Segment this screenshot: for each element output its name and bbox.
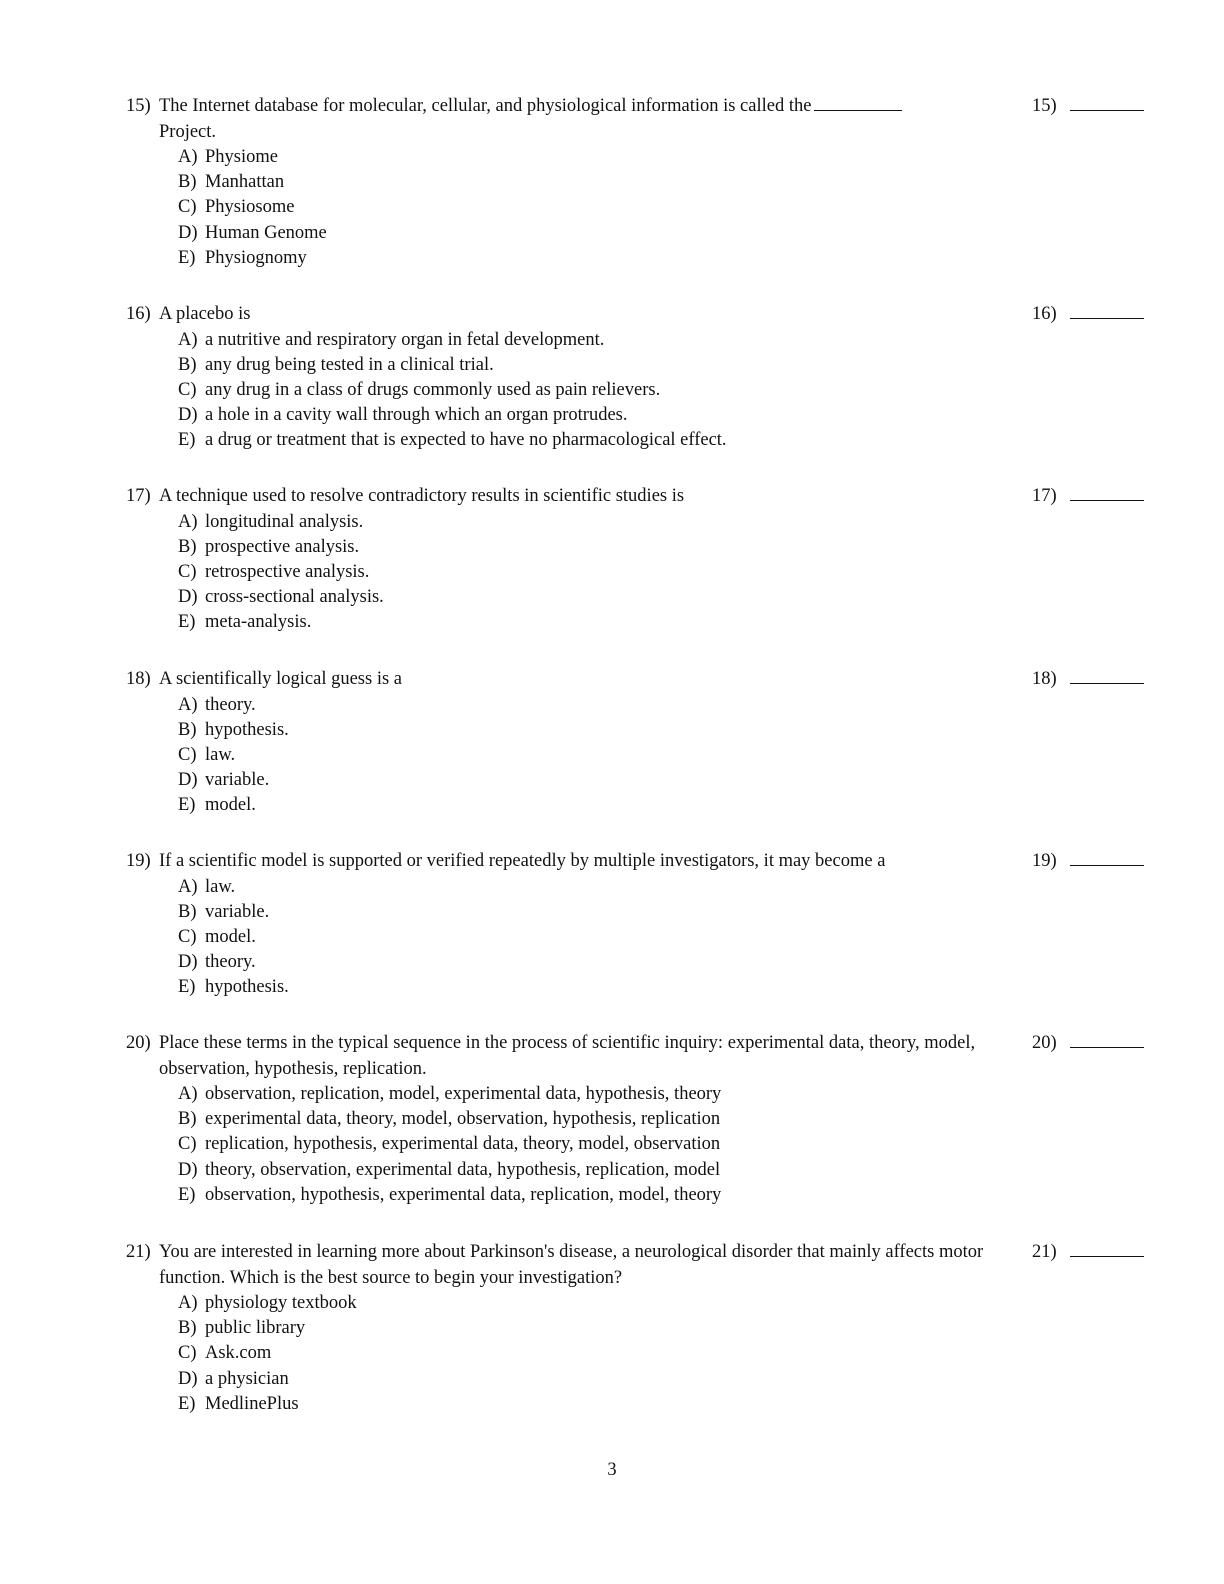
option-letter: A) — [178, 1293, 198, 1313]
question-stem — [126, 667, 1029, 693]
option-text: MedlinePlus — [205, 1393, 299, 1414]
option-letter: C) — [178, 197, 197, 218]
option-a — [178, 875, 1156, 900]
fill-in-blank[interactable] — [814, 96, 902, 111]
option-letter: B) — [178, 172, 197, 193]
option-text: Manhattan — [205, 172, 285, 193]
option-a — [178, 693, 1156, 718]
option-letter: C) — [178, 379, 197, 400]
option-text: meta-analysis. — [205, 612, 312, 633]
option-text: hypothesis. — [205, 977, 289, 998]
option-text: theory. — [205, 952, 256, 973]
option-b — [178, 353, 1156, 378]
option-letter: D) — [178, 222, 198, 243]
question-text: Place these terms in the typical sequence in the process of scientific inquiry: experimental data, theory, model, observation, hypothesis, replication. — [159, 1033, 976, 1079]
option-letter: A) — [178, 694, 198, 715]
option-letter: D) — [178, 770, 198, 791]
answer-line[interactable] — [1070, 851, 1144, 866]
question-text: A placebo is — [159, 304, 251, 324]
option-text: Ask.com — [205, 1343, 272, 1364]
option-text: Physiome — [205, 147, 278, 167]
question-text: You are interested in learning more about Parkinson's disease, a neurological disorder that mainly affects motor function. Which is the best source to begin your investigation? — [159, 1242, 984, 1288]
question-21 — [126, 1240, 1156, 1417]
question-stem — [126, 94, 1029, 145]
option-e — [178, 610, 1156, 635]
option-c — [178, 1341, 1156, 1366]
option-text: longitudinal analysis. — [205, 511, 364, 532]
option-b — [178, 170, 1156, 195]
answer-line[interactable] — [1070, 486, 1144, 501]
answer-options — [126, 1082, 1156, 1208]
question-text: The Internet database for molecular, cellular, and physiological information is called the — [159, 96, 812, 116]
question-text: A scientifically logical guess is a — [159, 669, 403, 689]
option-e — [178, 793, 1156, 818]
option-letter: A) — [178, 329, 198, 350]
option-text: a nutritive and respiratory organ in fetal development. — [205, 329, 605, 350]
option-text: law. — [205, 744, 236, 765]
option-text: prospective analysis. — [205, 536, 360, 557]
option-e — [178, 1183, 1156, 1208]
question-20 — [126, 1031, 1156, 1208]
answer-line[interactable] — [1070, 96, 1144, 111]
option-a — [178, 328, 1156, 353]
option-letter: A) — [178, 876, 198, 897]
option-d — [178, 950, 1156, 975]
option-letter: D) — [178, 587, 198, 608]
option-d — [178, 585, 1156, 610]
question-text: A technique used to resolve contradictory results in scientific studies is — [159, 486, 685, 506]
option-letter: E) — [178, 430, 196, 451]
option-c — [178, 560, 1156, 585]
question-number: 20) — [126, 1033, 151, 1053]
option-letter: C) — [178, 926, 197, 947]
option-letter: C) — [178, 744, 197, 765]
option-e — [178, 428, 1156, 453]
option-a — [178, 1291, 1156, 1316]
option-letter: A) — [178, 511, 198, 532]
option-text: variable. — [205, 901, 270, 922]
option-letter: B) — [178, 354, 197, 375]
option-letter: D) — [178, 952, 198, 973]
option-b — [178, 1316, 1156, 1341]
option-d — [178, 1158, 1156, 1183]
option-letter: E) — [178, 1184, 196, 1205]
option-text: Human Genome — [205, 222, 327, 243]
option-text: law. — [205, 876, 236, 897]
answer-label: 21) — [1032, 1242, 1057, 1262]
answer-label: 16) — [1032, 304, 1057, 324]
option-b — [178, 535, 1156, 560]
option-d — [178, 768, 1156, 793]
question-number: 15) — [126, 96, 151, 116]
option-letter: A) — [178, 147, 198, 167]
option-letter: E) — [178, 612, 196, 633]
option-letter: D) — [178, 1159, 198, 1180]
answer-options — [126, 145, 1156, 271]
question-16 — [126, 302, 1156, 454]
option-letter: D) — [178, 1368, 198, 1389]
option-c — [178, 743, 1156, 768]
answer-line[interactable] — [1070, 1242, 1144, 1257]
answer-blank[interactable] — [1032, 1240, 1152, 1266]
option-text: experimental data, theory, model, observation, hypothesis, replication — [205, 1109, 721, 1130]
option-b — [178, 900, 1156, 925]
option-b — [178, 1107, 1156, 1132]
option-e — [178, 1392, 1156, 1417]
option-text: Physiognomy — [205, 247, 307, 268]
question-17 — [126, 484, 1156, 636]
option-text: variable. — [205, 770, 270, 791]
option-d — [178, 221, 1156, 246]
option-c — [178, 1132, 1156, 1157]
answer-blank[interactable] — [1032, 484, 1152, 510]
option-b — [178, 718, 1156, 743]
option-letter: B) — [178, 1318, 197, 1339]
option-text: any drug being tested in a clinical trial. — [205, 354, 494, 375]
question-number: 18) — [126, 669, 151, 689]
option-text: any drug in a class of drugs commonly used as pain relievers. — [205, 379, 661, 400]
option-a — [178, 1082, 1156, 1107]
question-stem — [126, 849, 1029, 875]
option-text: a physician — [205, 1368, 289, 1389]
option-text: model. — [205, 926, 256, 947]
answer-label: 19) — [1032, 851, 1057, 871]
option-d — [178, 1367, 1156, 1392]
option-letter: B) — [178, 536, 197, 557]
question-number: 21) — [126, 1242, 151, 1262]
answer-label: 15) — [1032, 96, 1057, 116]
question-15 — [126, 94, 1156, 271]
option-letter: A) — [178, 1084, 198, 1104]
answer-blank[interactable] — [1032, 94, 1152, 120]
option-letter: E) — [178, 795, 196, 816]
option-text: hypothesis. — [205, 719, 289, 740]
option-letter: C) — [178, 1343, 197, 1364]
option-letter: B) — [178, 1109, 197, 1130]
option-text: model. — [205, 795, 256, 816]
option-text: a drug or treatment that is expected to have no pharmacological effect. — [205, 430, 727, 451]
option-text: retrospective analysis. — [205, 561, 370, 582]
answer-line[interactable] — [1070, 669, 1144, 684]
question-19 — [126, 849, 1156, 1001]
question-stem — [126, 484, 1029, 510]
answer-options — [126, 1291, 1156, 1417]
option-letter: D) — [178, 405, 198, 426]
answer-blank[interactable] — [1032, 849, 1152, 875]
answer-line[interactable] — [1070, 1033, 1144, 1048]
option-letter: E) — [178, 247, 196, 268]
question-text: If a scientific model is supported or verified repeatedly by multiple investigators, it may become a — [159, 851, 886, 871]
option-letter: B) — [178, 719, 197, 740]
answer-options — [126, 328, 1156, 454]
option-letter: E) — [178, 977, 196, 998]
answer-label: 20) — [1032, 1033, 1057, 1053]
question-number: 17) — [126, 486, 151, 506]
answer-options — [126, 693, 1156, 819]
page-number: 3 — [607, 1460, 617, 1480]
option-text: theory, observation, experimental data, hypothesis, replication, model — [205, 1159, 721, 1180]
question-number: 19) — [126, 851, 151, 871]
option-c — [178, 925, 1156, 950]
question-stem — [126, 1031, 1029, 1082]
answer-options — [126, 875, 1156, 1001]
option-e — [178, 246, 1156, 271]
option-text: physiology textbook — [205, 1293, 357, 1313]
question-text-continued: Project. — [159, 121, 217, 142]
option-text: public library — [205, 1318, 306, 1339]
option-text: observation, hypothesis, experimental data, replication, model, theory — [205, 1184, 722, 1205]
answer-options — [126, 510, 1156, 636]
answer-blank[interactable] — [1032, 302, 1152, 328]
question-stem — [126, 1240, 1029, 1291]
option-a — [178, 510, 1156, 535]
option-text: Physiosome — [205, 197, 295, 218]
question-number: 16) — [126, 304, 151, 324]
option-e — [178, 975, 1156, 1000]
option-c — [178, 378, 1156, 403]
option-a — [178, 145, 1156, 170]
option-d — [178, 403, 1156, 428]
question-18 — [126, 667, 1156, 819]
answer-label: 18) — [1032, 669, 1057, 689]
option-letter: E) — [178, 1393, 196, 1414]
option-text: replication, hypothesis, experimental data, theory, model, observation — [205, 1134, 721, 1155]
option-text: cross-sectional analysis. — [205, 587, 384, 608]
answer-blank[interactable] — [1032, 667, 1152, 693]
option-letter: C) — [178, 1134, 197, 1155]
answer-label: 17) — [1032, 486, 1057, 506]
option-text: observation, replication, model, experimental data, hypothesis, theory — [205, 1084, 722, 1104]
option-letter: B) — [178, 901, 197, 922]
option-c — [178, 195, 1156, 220]
question-stem — [126, 302, 1029, 328]
option-text: a hole in a cavity wall through which an organ protrudes. — [205, 405, 628, 426]
option-letter: C) — [178, 561, 197, 582]
answer-blank[interactable] — [1032, 1031, 1152, 1057]
option-text: theory. — [205, 694, 256, 715]
answer-line[interactable] — [1070, 304, 1144, 319]
